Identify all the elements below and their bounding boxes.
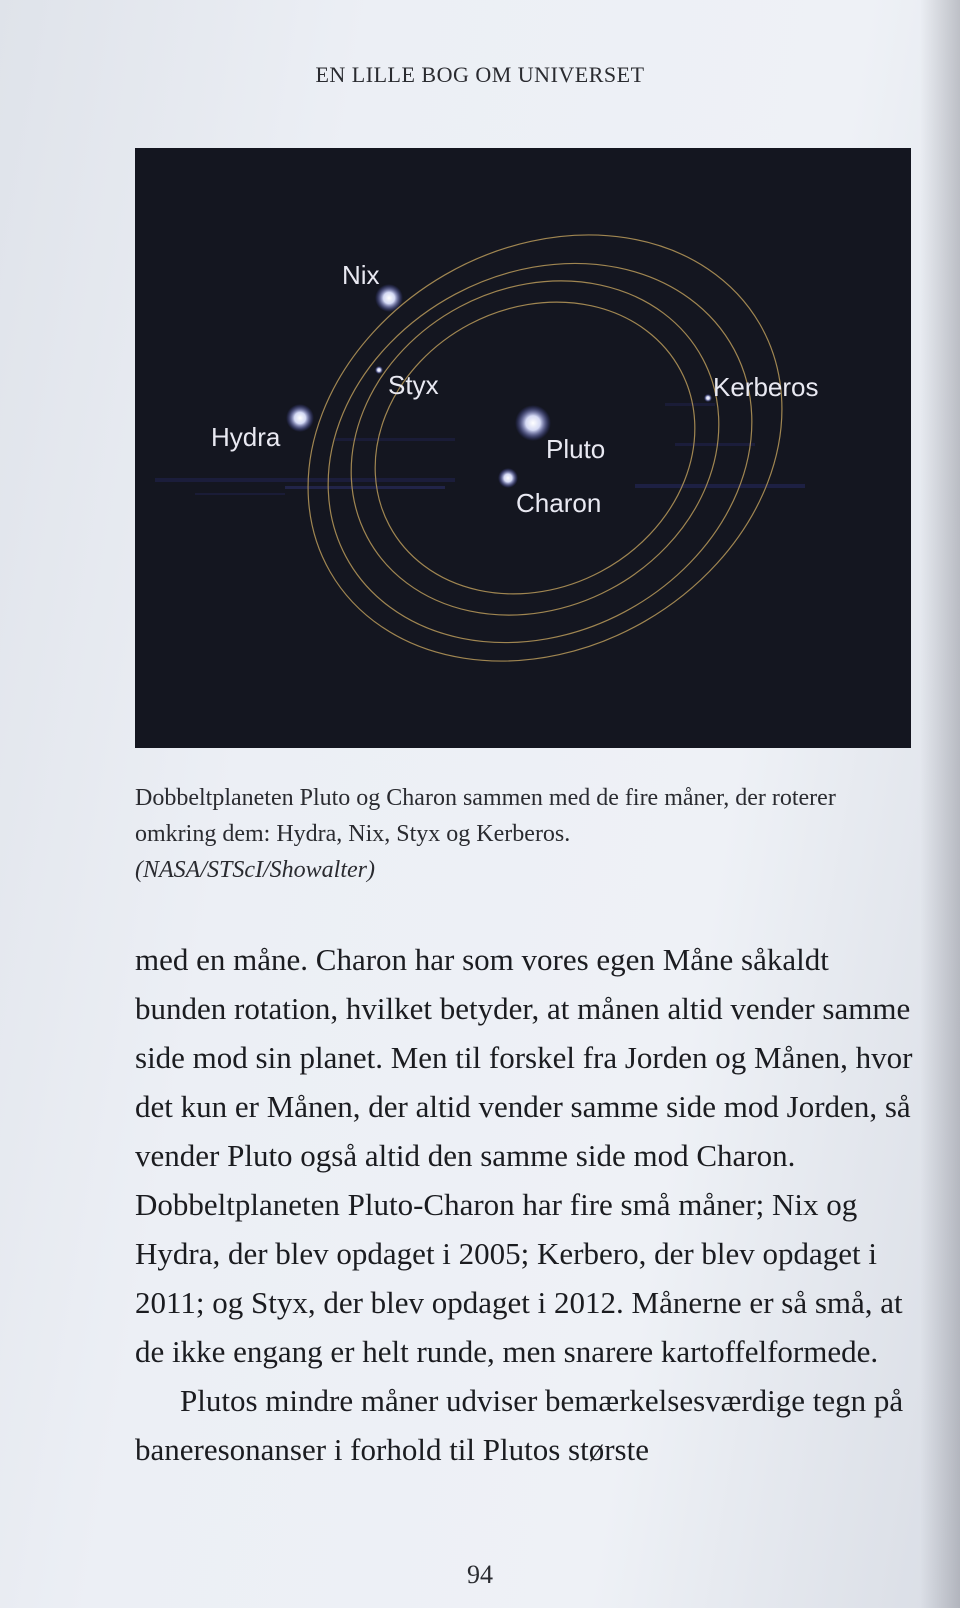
pluto-system-figure	[135, 148, 911, 748]
running-head: EN LILLE BOG OM UNIVERSET	[315, 62, 645, 87]
kerberos-body	[704, 394, 712, 402]
page-number: 94	[467, 1560, 493, 1589]
label-charon: Charon	[516, 488, 602, 518]
charon-body	[498, 468, 518, 488]
caption-text: Dobbeltplaneten Pluto og Charon sammen med de fire måner, der roterer omkring dem: Hydra, Nix, Styx og Kerberos.	[135, 785, 836, 847]
label-pluto: Pluto	[546, 434, 606, 464]
label-styx: Styx	[388, 370, 439, 400]
body-paragraph-2: Plutos mindre måner udviser bemærkelsesværdige tegn på baneresonanser i forhold til Plutos største	[135, 1383, 904, 1467]
label-kerberos: Kerberos	[713, 372, 819, 402]
figure-caption	[135, 780, 915, 888]
body-paragraph-1: med en måne. Charon har som vores egen Måne såkaldt bunden rotation, hvilket betyder, at månen altid vender samme side mod sin planet. Men til forskel fra Jorden og Månen, hvor det kun er Månen, der altid vender samme side mod Jorden, så vender Pluto også altid den samme side mod Charon. Dobbeltplaneten Pluto-Charon har fire små måner; Nix og Hydra, der blev opdaget i 2005; Kerbero, der blev opdaget i 2011; og Styx, der blev opdaget i 2012. Månerne er så små, at de ikke engang er helt runde, men snarere kartoffelformede.	[135, 942, 913, 1369]
label-hydra: Hydra	[211, 422, 281, 452]
label-nix: Nix	[342, 260, 380, 290]
caption-credit: (NASA/STScI/Showalter)	[135, 857, 375, 883]
spine-shadow	[920, 0, 960, 1608]
styx-body	[375, 366, 383, 374]
body-text	[135, 935, 920, 1474]
hydra-body	[286, 404, 314, 432]
pluto-system-image	[135, 148, 911, 748]
